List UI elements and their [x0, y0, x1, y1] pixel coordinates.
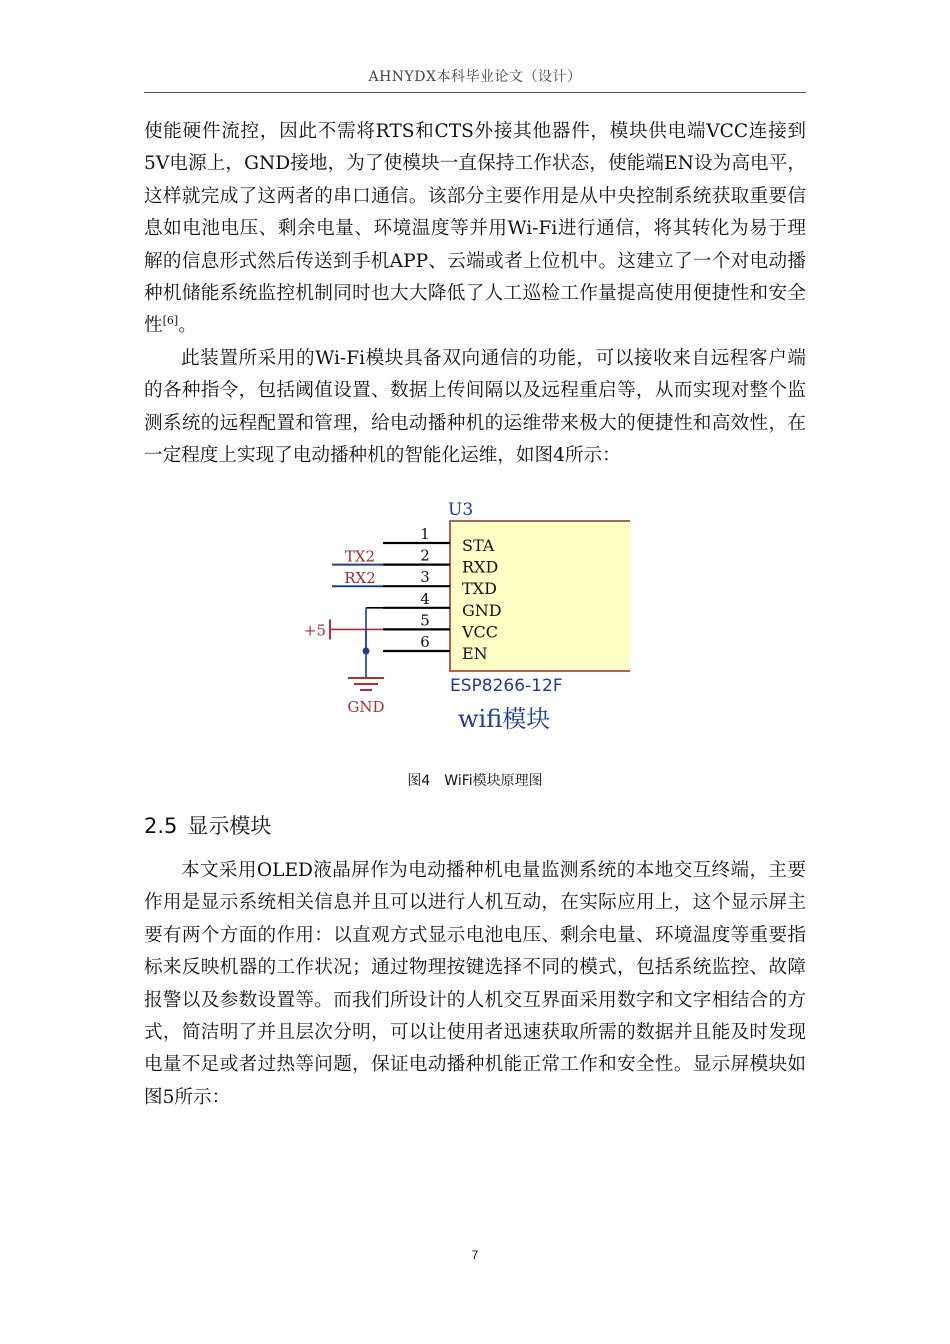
pin-name: VCC	[462, 622, 499, 642]
pin-number: 4	[420, 589, 430, 608]
wifi-module-schematic	[290, 495, 630, 740]
chip-part-number: ESP8266-12F	[450, 676, 563, 696]
pin-name: TXD	[462, 579, 497, 599]
pin-number: 6	[420, 633, 430, 651]
page-header: AHNYDX本科毕业论文（设计）	[368, 69, 582, 85]
gnd-label: GND	[347, 698, 385, 716]
paragraph-1-end: 。	[178, 315, 197, 337]
pin-number: 5	[420, 611, 430, 630]
paragraph-3: 本文采用OLED液晶屏作为电动播种机电量监测系统的本地交互终端，主要作用是显示系统相关信息并且可以进行人机互动，在实际应用上，这个显示屏主要有两个方面的作用：以直观方式显示电池电压、剩余电量、环境温度等重要指标来反映机器的工作状况；通过物理按键选择不同的模式，包括系统监控、故障报警以及参数设置等。而我们所设计的人机交互界面采用数字和文字相结合的方式，简洁明了并且层次分明，可以让使用者迅速获取所需的数据并且能及时发现电量不足或者过热等问题，保证电动播种机能正常工作和安全性。显示屏模块如图5所示：	[144, 860, 806, 1108]
caption-text: WiFi模块原理图	[444, 773, 543, 789]
section-heading	[144, 810, 271, 840]
chip-designator: U3	[448, 500, 474, 520]
caption-number: 图4	[407, 773, 431, 789]
power-net	[304, 619, 383, 654]
ground-symbol	[347, 608, 384, 716]
paragraph-1	[144, 116, 806, 343]
pin-number: 3	[420, 568, 430, 587]
net-label: RX2	[344, 569, 376, 588]
pin-name: GND	[462, 600, 502, 620]
header-rule	[144, 92, 806, 93]
page-number: 7	[471, 1248, 479, 1262]
figure-caption	[0, 770, 950, 790]
citation-ref: [6]	[162, 314, 179, 328]
pin-name: EN	[462, 644, 488, 663]
pin-number: 2	[420, 546, 430, 565]
pin-name: STA	[462, 536, 495, 555]
power-label: +5	[303, 621, 326, 640]
paragraph-1-text: 使能硬件流控，因此不需将RTS和CTS外接其他器件，模块供电端VCC连接到5V电源上，GND接地，为了使模块一直保持工作状态，使能端EN设为高电平，这样就完成了这两者的串口通信。该部分主要作用是从中央控制系统获取重要信息如电池电压、剩余电量、环境温度等并用Wi-Fi进行通信，将其转化为易于理解的信息形式然后传送到手机APP、云端或者上位机中。这建立了一个对电动播种机储能系统监控机制同时也大大降低了人工巡检工作量提高使用便捷性和安全性	[144, 121, 806, 337]
pin-name: RXD	[462, 557, 499, 577]
module-label: wifi模块	[458, 705, 551, 733]
section-number: 2.5	[144, 814, 178, 838]
net-label: TX2	[344, 547, 376, 566]
pin-number: 1	[420, 525, 430, 543]
paragraph-2: 此装置所采用的Wi-Fi模块具备双向通信的功能，可以接收来自远程客户端的各种指令，包括阈值设置、数据上传间隔以及远程重启等，从而实现对整个监测系统的远程配置和管理，给电动播种机的运维带来极大的便捷性和高效性，在一定程度上实现了电动播种机的智能化运维，如图4所示：	[144, 348, 806, 467]
section-title: 显示模块	[187, 814, 272, 838]
